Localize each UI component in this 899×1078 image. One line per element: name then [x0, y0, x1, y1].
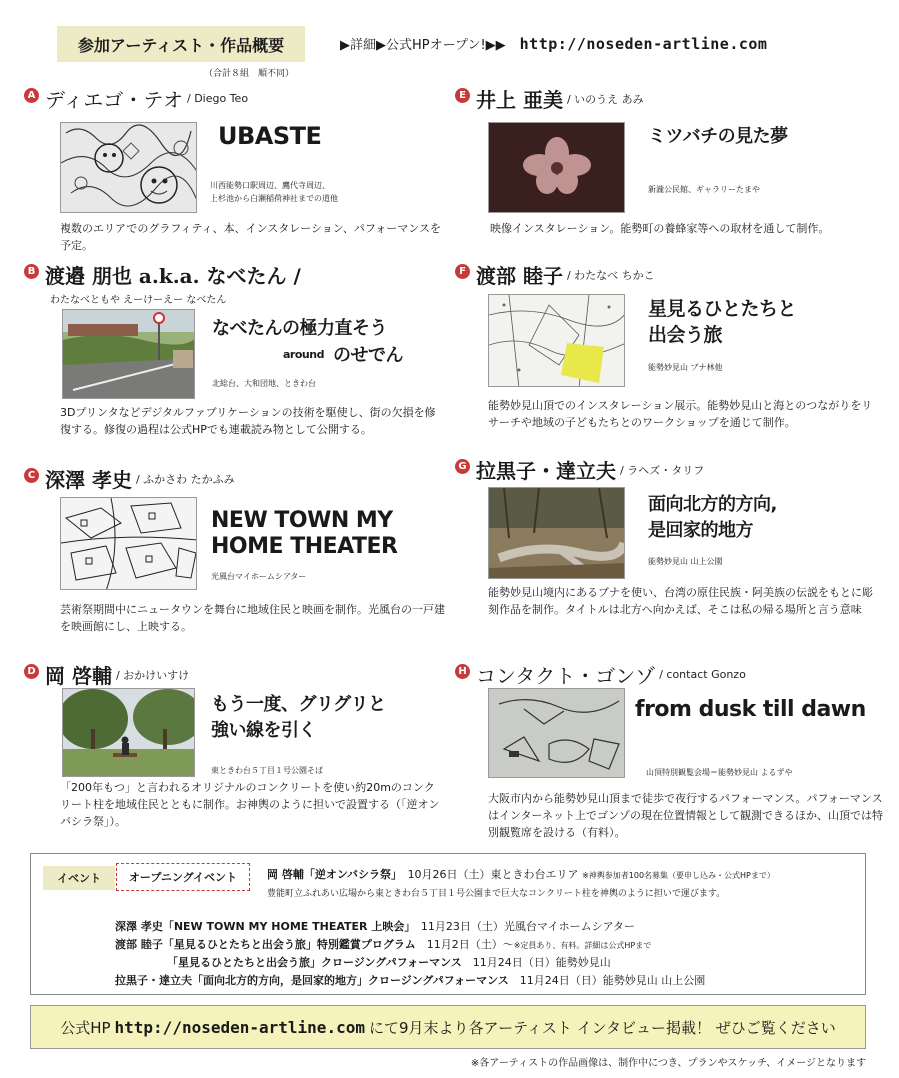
artist-f-work-title-1: 星見るひとたちと [648, 298, 797, 320]
footnote: ※各アーティストの作品画像は、制作中につき、プランやスケッチ、イメージとなります [470, 1058, 866, 1069]
event-4-date: 11月24日（日）能勢妙見山 山上公園 [519, 974, 706, 987]
artist-b-kana: わたなべともや えーけーえー なべたん [50, 295, 227, 306]
artist-a-image [60, 122, 197, 213]
artist-f-name: 渡部 睦子 [476, 264, 563, 288]
artist-b-work-title-2: のせでん [333, 345, 403, 366]
artist-b-image [62, 309, 195, 399]
artist-f-badge: F [455, 264, 470, 279]
artist-g-kana: / ラヘズ・タリフ [620, 463, 705, 477]
artist-c-kana: / ふかさわ たかふみ [135, 472, 235, 486]
footer-pre: 公式HP [60, 1018, 111, 1037]
artist-d-kana: / おかけいすけ [115, 668, 190, 682]
event-2-date: 11月2日（土）〜 [426, 938, 514, 951]
event-3 [167, 954, 611, 970]
artist-d-desc: 「200年もつ」と言われるオリジナルのコンクリートを使い約20mのコンクリート柱を地域住民とともに制作。お神輿のように担いで設置する（「逆オンバシラ祭」）。 [60, 781, 440, 828]
artist-d-name-line [24, 660, 189, 689]
artist-d-work-title-2: 強い線を引く [211, 720, 316, 741]
artist-c-work-title-1: NEW TOWN MY [211, 508, 393, 533]
artist-a-place-1: 川西能勢口駅周辺、鷹代寺周辺、 [210, 181, 330, 190]
artist-f-place: 能勢妙見山 ブナ林他 [648, 363, 723, 372]
artist-c-name: 深澤 孝史 [45, 468, 132, 492]
event-3-date: 11月24日（日）能勢妙見山 [472, 956, 611, 969]
artist-e-badge: E [455, 88, 470, 103]
artist-a-badge: A [24, 88, 39, 103]
artist-a-work-title: UBASTE [218, 122, 322, 150]
opening-event-line-1 [267, 866, 775, 882]
artist-a-kana: / Diego Teo [187, 92, 249, 105]
artist-g-image [488, 487, 625, 579]
artist-b-work-title-around: around [283, 348, 324, 361]
event-1-name: 深澤 孝史「NEW TOWN MY HOME THEATER 上映会」 [115, 920, 410, 933]
opening-event-note: ※神輿参加者100名募集（要申し込み・公式HPまで） [582, 871, 775, 880]
header-links [340, 34, 767, 53]
artist-f-work-title-2: 出会う旅 [648, 324, 723, 346]
artist-c-desc: 芸術祭期間中にニュータウンを舞台に地域住民と映画を制作。光風台の一戸建を映画館にし、上映する。 [60, 603, 445, 633]
artist-b-desc: 3Dプリンタなどデジタルファブリケーションの技術を駆使し、街の欠損を修復する。修復の過程は公式HPでも連載読み物として公開する。 [60, 406, 436, 436]
footer-url[interactable]: http://noseden-artline.com [114, 1017, 365, 1037]
artist-g-work-title-2: 是回家的地方 [648, 520, 753, 541]
artist-h-kana: / contact Gonzo [659, 668, 746, 681]
event-2 [115, 936, 651, 952]
artist-g-work-title-1: 面向北方的方向, [648, 494, 777, 515]
event-4 [115, 972, 705, 988]
opening-event-label: オープニングイベント [116, 863, 250, 891]
artist-h-name-line [455, 660, 746, 689]
artist-g-name-line [455, 455, 704, 484]
artist-e-image [488, 122, 625, 213]
artist-e-name: 井上 亜美 [476, 88, 563, 112]
header-links-text: ▶詳細▶公式HPオープン!▶▶ [340, 38, 506, 53]
artist-h-name: コンタクト・ゴンゾ [476, 664, 656, 688]
event-4-name: 拉黒子・達立夫「面向北方的方向，是回家的地方」クロージングパフォーマンス [115, 974, 509, 987]
artist-f-image [488, 294, 625, 387]
artist-c-image [60, 497, 197, 590]
artist-c-work-title-2: HOME THEATER [211, 534, 398, 559]
artist-h-image [488, 688, 625, 778]
footer-banner [30, 1005, 866, 1049]
artist-f-name-line [455, 260, 655, 289]
artist-e-desc: 映像インスタレーション。能勢町の養蜂家等への取材を通して制作。 [490, 222, 830, 235]
artist-d-badge: D [24, 664, 39, 679]
artist-h-place: 山頂特別観覧会場＝能勢妙見山 よるずや [646, 768, 793, 777]
header-note: （合計８組 順不同） [204, 69, 295, 79]
artist-f-kana: / わたなべ ちかこ [566, 268, 655, 282]
artist-e-place: 新瀧公民館、ギャラリーたまや [648, 185, 760, 194]
artist-e-name-line [455, 84, 644, 113]
artist-b-badge: B [24, 264, 39, 279]
artist-e-work-title: ミツバチの見た夢 [648, 126, 788, 147]
event-1-date: 11月23日（土）光風台マイホームシアター [420, 920, 635, 933]
section-title [57, 26, 305, 62]
artist-g-badge: G [455, 459, 470, 474]
opening-event-line-2: 豊能町立ふれあい広場から東ときわ台５丁目１号公園まで巨大なコンクリート柱を神輿のように担いで運びます。 [267, 889, 726, 899]
artist-g-desc: 能勢妙見山境内にあるブナを使い、台湾の原住民族・阿美族の伝説をもとに彫刻作品を制作。タイトルは北方へ向かえば、そこは私の帰る場所と言う意味 [488, 586, 873, 616]
section-title-text: 参加アーティスト・作品概要 [77, 35, 285, 55]
events-box [30, 853, 866, 995]
footer-post: にて9月末より各アーティスト インタビュー掲載！ ぜひご覧ください [368, 1018, 836, 1037]
artist-d-name: 岡 啓輔 [45, 664, 112, 688]
events-label: イベント [43, 866, 115, 890]
artist-e-kana: / いのうえ あみ [566, 92, 644, 106]
artist-f-desc: 能勢妙見山頂でのインスタレーション展示。能勢妙見山と海とのつながりをリサーチや地域の子どもたちとのワークショップを通じて制作。 [488, 399, 873, 429]
artist-h-badge: H [455, 664, 470, 679]
official-url[interactable]: http://noseden-artline.com [519, 35, 768, 53]
artist-g-name: 拉黒子・達立夫 [476, 459, 616, 483]
artist-b-work-title-1: なべたんの極力直そう [212, 318, 387, 339]
artist-h-work-title: from dusk till dawn [635, 697, 866, 722]
artist-h-desc: 大阪市内から能勢妙見山頂まで徒歩で夜行するパフォーマンス。パフォーマンスはインターネット上でゴンゾの現在位置情報として観測できるほか、山頂では特別観覧席を設ける（有料）。 [488, 792, 884, 839]
artist-c-badge: C [24, 468, 39, 483]
artist-b-name-line [24, 260, 301, 289]
artist-g-place: 能勢妙見山 山上公園 [648, 557, 723, 566]
opening-event-date: 10月26日（土）東ときわ台エリア [407, 868, 579, 881]
artist-b-place: 北総台、大和団地、ときわ台 [212, 379, 316, 388]
event-2-note: ※定員あり、有料。詳細は公式HPまで [513, 941, 652, 950]
artist-c-place: 光風台マイホームシアター [211, 572, 307, 581]
artist-a-place-2: 上杉池から白瀬稲荷神社までの道他 [210, 194, 338, 203]
artist-a-desc: 複数のエリアでのグラフィティ、本、インスタレーション、パフォーマンスを予定。 [60, 222, 442, 252]
event-3-name: 「星見るひとたちと出会う旅」クロージングパフォーマンス [167, 956, 462, 969]
artist-d-place: 東ときわ台５丁目１号公園そば [211, 766, 323, 775]
artist-c-name-line [24, 464, 235, 493]
artist-a-name: ディエゴ・テオ [45, 88, 183, 112]
artist-a-name-line [24, 84, 248, 113]
artist-b-name: 渡邉 朋也 a.k.a. なべたん / [45, 264, 301, 288]
opening-event-name: 岡 啓輔「逆オンバシラ祭」 [267, 868, 397, 881]
artist-d-work-title-1: もう一度、グリグリと [211, 694, 386, 715]
event-2-name: 渡部 睦子「星見るひとたちと出会う旅」特別鑑賞プログラム [115, 938, 416, 951]
event-1 [115, 918, 635, 934]
artist-d-image [62, 688, 195, 777]
